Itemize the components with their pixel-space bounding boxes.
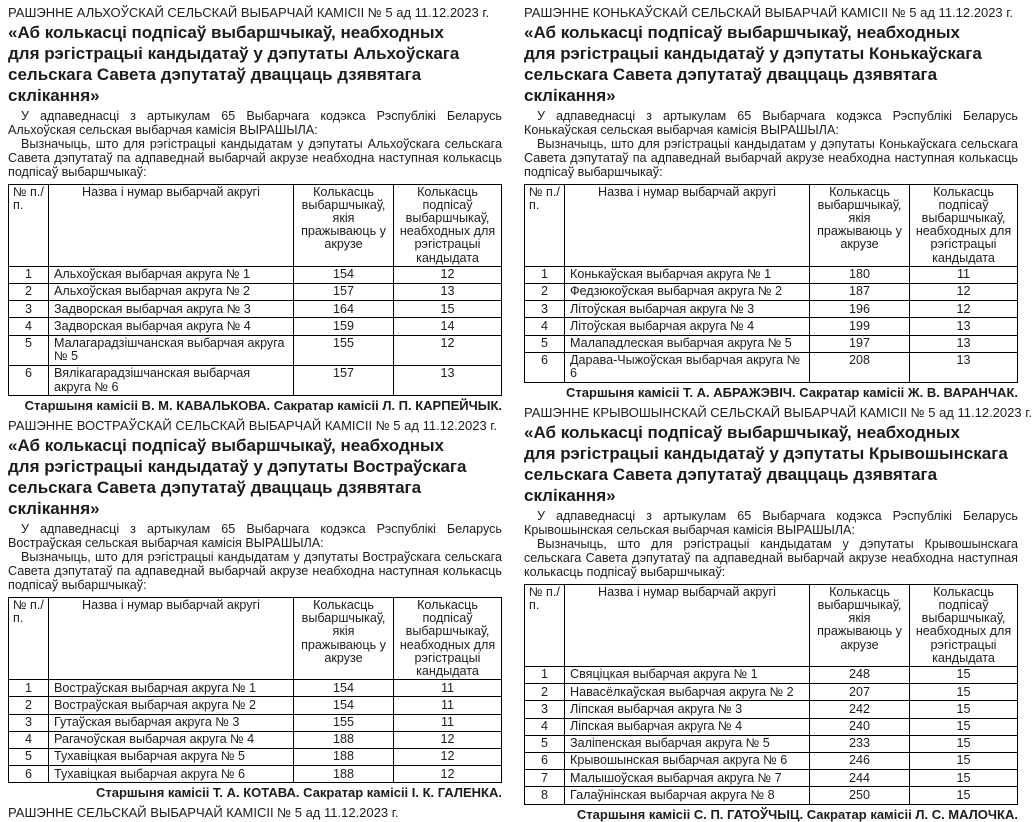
table-row	[9, 731, 502, 748]
decision-title-line: для рэгістрацыі кандыдатаў у дэпутаты Востраўскага	[8, 457, 467, 477]
table-cell: 5	[525, 335, 565, 352]
table-cell: 13	[394, 283, 502, 300]
col-header-voters: Колькасць выбаршчыкаў, якія пражываюць у акрузе	[810, 584, 910, 666]
table-row	[9, 283, 502, 300]
table-cell: Альхоўская выбарчая акруга № 2	[49, 283, 294, 300]
table-cell: 15	[910, 752, 1018, 769]
table-cell: 1	[525, 666, 565, 683]
table-cell: 12	[394, 766, 502, 783]
table-row	[525, 770, 1018, 787]
signature-line: Старшыня камісіі Т. А. КОТАВА. Сакратар камісіі І. К. ГАЛЕНКА.	[95, 785, 502, 801]
table-row	[525, 352, 1018, 382]
col-header-name: Назва і нумар выбарчай акругі	[565, 584, 810, 666]
table-cell: Заліпенская выбарчая акруга № 5	[565, 735, 810, 752]
table-cell: 15	[910, 735, 1018, 752]
table-cell: 240	[810, 718, 910, 735]
table-cell: Рагачоўская выбарчая акруга № 4	[49, 731, 294, 748]
table-cell: 197	[810, 335, 910, 352]
table-cell: 8	[525, 787, 565, 804]
table-cell: 15	[394, 301, 502, 318]
decision-section-konkauskaya	[524, 5, 1018, 400]
decision-title	[8, 435, 502, 519]
table-cell: Літоўская выбарчая акруга № 4	[565, 318, 810, 335]
table-cell: Задворская выбарчая акруга № 3	[49, 301, 294, 318]
table-cell: 13	[910, 335, 1018, 352]
table-row	[525, 735, 1018, 752]
table-cell: 12	[910, 283, 1018, 300]
table-row	[525, 752, 1018, 769]
table-cell: 4	[9, 731, 49, 748]
table-header-row	[525, 184, 1018, 266]
paragraph-resolution: Вызначыць, што для рэгістрацыі кандыдатам у дэпутаты Альхоўскага сельскага Савета дэпутатаў па адпаведнай выбарчай акрузе неабходна наступная колькасць подпісаў выбаршчыкаў:	[8, 136, 502, 179]
table-cell: 6	[9, 766, 49, 783]
col-header-name: Назва і нумар выбарчай акругі	[49, 597, 294, 679]
table-cell: 208	[810, 352, 910, 382]
col-header-number: № п./п.	[525, 584, 565, 666]
table-cell: 6	[525, 352, 565, 382]
table-cell: 1	[525, 266, 565, 283]
right-column	[512, 0, 1032, 822]
table-cell: Задворская выбарчая акруга № 4	[49, 318, 294, 335]
table-row	[9, 766, 502, 783]
decision-title-line: сельскага Савета дэпутатаў дваццаць дзявятага склікання»	[8, 65, 422, 105]
table-cell: 199	[810, 318, 910, 335]
table-header-row	[9, 597, 502, 679]
table-header-row	[9, 184, 502, 266]
paragraph-legal-basis: У адпаведнасці з артыкулам 65 Выбарчага кодэкса Рэспублікі Беларусь Конькаўская сельская выбарчая камісія ВЫРАШЫЛА:	[524, 109, 1018, 137]
table-row	[525, 787, 1018, 804]
signature-line: Старшыня камісіі С. П. ГАТОЎЧЫЦ. Сакратар камісіі Л. С. МАЛОЧКА.	[576, 806, 1018, 822]
table-cell: 1	[9, 266, 49, 283]
table-row	[9, 318, 502, 335]
table-cell: 5	[9, 335, 49, 365]
table-cell: 13	[910, 352, 1018, 382]
col-header-signatures: Колькасць подпісаў выбаршчыкаў, неабходных для рэгістрацыі кандыдата	[910, 184, 1018, 266]
decision-section-kryvoshynskaya	[524, 405, 1032, 822]
table-cell: 188	[294, 766, 394, 783]
table-row	[9, 697, 502, 714]
table-cell: 244	[810, 770, 910, 787]
table-cell: 13	[394, 365, 502, 395]
table-cell: 3	[525, 701, 565, 718]
table-cell: 12	[394, 335, 502, 365]
table-cell: 15	[910, 666, 1018, 683]
table-cell: 188	[294, 731, 394, 748]
table-cell: 14	[394, 318, 502, 335]
decision-title-line: для рэгістрацыі кандыдатаў у дэпутаты Альхоўскага	[8, 44, 460, 63]
table-cell: Ліпская выбарчая акруга № 4	[565, 718, 810, 735]
decision-title	[8, 22, 502, 106]
col-header-number: № п./п.	[9, 184, 49, 266]
table-cell: 3	[9, 714, 49, 731]
table-row	[9, 748, 502, 765]
decision-header-line: РАШЭННЕ КОНЬКАЎСКАЙ СЕЛЬСКАЙ ВЫБАРЧАЙ КАМІСІІ № 5 ад 11.12.2023 г.	[524, 5, 1014, 20]
table-cell: 12	[394, 748, 502, 765]
col-header-number: № п./п.	[525, 184, 565, 266]
decision-section-vostrauskaya	[8, 418, 502, 800]
table-cell: 155	[294, 714, 394, 731]
table-cell: 154	[294, 680, 394, 697]
decision-header-line: РАШЭННЕ КРЫВОШЫНСКАЙ СЕЛЬСКАЙ ВЫБАРЧАЙ КАМІСІІ № 5 ад 11.12.2023 г.	[524, 405, 1032, 421]
decision-title-line: для рэгістрацыі кандыдатаў у дэпутаты Крывошынскага	[524, 444, 1008, 464]
decision-title-line: для рэгістрацыі кандыдатаў у дэпутаты Конькаўскага	[524, 44, 982, 63]
table-cell: Малагарадзішчанская выбарчая акруга № 5	[49, 335, 294, 365]
col-header-signatures: Колькасць подпісаў выбаршчыкаў, неабходных для рэгістрацыі кандыдата	[394, 597, 502, 679]
decision-title-line: сельскага Савета дэпутатаў дваццаць дзявятага склікання»	[8, 478, 422, 519]
col-header-number: № п./п.	[9, 597, 49, 679]
table-row	[525, 684, 1018, 701]
col-header-voters: Колькасць выбаршчыкаў, якія пражываюць у акрузе	[294, 597, 394, 679]
col-header-signatures: Колькасць подпісаў выбаршчыкаў, неабходных для рэгістрацыі кандыдата	[910, 584, 1018, 666]
table-cell: 157	[294, 365, 394, 395]
table-cell: Ліпская выбарчая акруга № 3	[565, 701, 810, 718]
decision-title-line: «Аб колькасці подпісаў выбаршчыкаў, неабходных	[8, 436, 444, 456]
table-cell: Востраўская выбарчая акруга № 2	[49, 697, 294, 714]
table-cell: Конькаўская выбарчая акруга № 1	[565, 266, 810, 283]
table-row	[9, 301, 502, 318]
table-cell: 6	[9, 365, 49, 395]
table-cell: 4	[525, 718, 565, 735]
table-cell: 1	[9, 680, 49, 697]
left-column	[0, 0, 512, 821]
table-cell: 2	[525, 283, 565, 300]
constituency-table	[524, 184, 1018, 384]
table-cell: Вялікагарадзішчанская выбарчая акруга № 6	[49, 365, 294, 395]
decision-header-line: РАШЭННЕ АЛЬХОЎСКАЙ СЕЛЬСКАЙ ВЫБАРЧАЙ КАМІСІІ № 5 ад 11.12.2023 г.	[8, 5, 490, 20]
table-row	[525, 666, 1018, 683]
table-cell: 5	[9, 748, 49, 765]
table-cell: 207	[810, 684, 910, 701]
decision-title-line: сельскага Савета дэпутатаў дваццаць дзявятага склікання»	[524, 465, 938, 506]
table-cell: 4	[9, 318, 49, 335]
table-row	[525, 266, 1018, 283]
table-row	[9, 680, 502, 697]
table-cell: 180	[810, 266, 910, 283]
table-cell: 11	[394, 714, 502, 731]
table-cell: 3	[525, 301, 565, 318]
table-cell: Малышоўская выбарчая акруга № 7	[565, 770, 810, 787]
table-cell: 188	[294, 748, 394, 765]
table-cell: 154	[294, 697, 394, 714]
constituency-table	[8, 184, 502, 397]
constituency-table	[8, 597, 502, 783]
table-row	[525, 335, 1018, 352]
decision-title	[524, 422, 1018, 506]
table-cell: 2	[9, 283, 49, 300]
table-cell: 12	[394, 266, 502, 283]
table-cell: Галаўнінская выбарчая акруга № 8	[565, 787, 810, 804]
table-row	[525, 718, 1018, 735]
decision-title-line: «Аб колькасці подпісаў выбаршчыкаў, неабходных	[524, 423, 960, 443]
decision-section-alkhouskaya	[8, 5, 502, 413]
paragraph-resolution: Вызначыць, што для рэгістрацыі кандыдатам у дэпутаты Крывошынскага сельскага Савета дэпутатаў па адпаведнай выбарчай акрузе неабходна наступная колькасць подпісаў выбаршчыкаў:	[524, 536, 1018, 579]
col-header-voters: Колькасць выбаршчыкаў, якія пражываюць у акрузе	[810, 184, 910, 266]
table-row	[525, 301, 1018, 318]
decision-title-line: «Аб колькасці подпісаў выбаршчыкаў, неабходных	[8, 23, 444, 42]
col-header-voters: Колькасць выбаршчыкаў, якія пражываюць у акрузе	[294, 184, 394, 266]
signature-line: Старшыня камісіі Т. А. АБРАЖЭВІЧ. Сакратар камісіі Ж. В. ВАРАНЧАК.	[566, 385, 1018, 401]
table-row	[9, 335, 502, 365]
table-cell: Тухавіцкая выбарчая акруга № 5	[49, 748, 294, 765]
table-cell: 187	[810, 283, 910, 300]
table-cell: 3	[9, 301, 49, 318]
table-cell: 7	[525, 770, 565, 787]
table-cell: Востраўская выбарчая акруга № 1	[49, 680, 294, 697]
paragraph-legal-basis: У адпаведнасці з артыкулам 65 Выбарчага кодэкса Рэспублікі Беларусь Альхоўская сельская выбарчая камісія ВЫРАШЫЛА:	[8, 109, 502, 137]
table-row	[9, 714, 502, 731]
table-cell: 13	[910, 318, 1018, 335]
decision-title	[524, 22, 1018, 106]
table-row	[525, 283, 1018, 300]
table-cell: 15	[910, 770, 1018, 787]
table-cell: 159	[294, 318, 394, 335]
table-cell: 2	[9, 697, 49, 714]
table-cell: Тухавіцкая выбарчая акруга № 6	[49, 766, 294, 783]
table-cell: Малападлеская выбарчая акруга № 5	[565, 335, 810, 352]
table-cell: 11	[910, 266, 1018, 283]
table-cell: Свяціцкая выбарчая акруга № 1	[565, 666, 810, 683]
table-cell: 2	[525, 684, 565, 701]
table-row	[525, 701, 1018, 718]
table-cell: 15	[910, 787, 1018, 804]
table-cell: 154	[294, 266, 394, 283]
table-cell: 250	[810, 787, 910, 804]
table-cell: 6	[525, 752, 565, 769]
table-cell: Гутаўская выбарчая акруга № 3	[49, 714, 294, 731]
table-row	[525, 318, 1018, 335]
decision-title-line: сельскага Савета дэпутатаў дваццаць дзявятага склікання»	[524, 65, 938, 105]
table-cell: 15	[910, 684, 1018, 701]
table-cell: 233	[810, 735, 910, 752]
table-row	[9, 365, 502, 395]
table-cell: 157	[294, 283, 394, 300]
col-header-name: Назва і нумар выбарчай акругі	[565, 184, 810, 266]
table-cell: Федзюкоўская выбарчая акруга № 2	[565, 283, 810, 300]
table-cell: 242	[810, 701, 910, 718]
table-cell: 196	[810, 301, 910, 318]
table-cell: 11	[394, 680, 502, 697]
paragraph-legal-basis: У адпаведнасці з артыкулам 65 Выбарчага кодэкса Рэспублікі Беларусь Крывошынская сельская выбарчая камісія ВЫРАШЫЛА:	[524, 509, 1018, 538]
paragraph-resolution: Вызначыць, што для рэгістрацыі кандыдатам у дэпутаты Востраўскага сельскага Савета дэпутатаў па адпаведнай выбарчай акрузе неабходна наступная колькасць подпісаў выбаршчыкаў:	[8, 550, 502, 592]
table-cell: Дарава-Чыжоўская выбарчая акруга № 6	[565, 352, 810, 382]
signature-line: Старшыня камісіі В. М. КАВАЛЬКОВА. Сакратар камісіі Л. П. КАРПЕЙЧЫК.	[24, 398, 502, 414]
table-cell: 5	[525, 735, 565, 752]
table-cell: 12	[910, 301, 1018, 318]
table-cell: 15	[910, 701, 1018, 718]
table-cell: Навасёлкаўская выбарчая акруга № 2	[565, 684, 810, 701]
table-cell: 4	[525, 318, 565, 335]
table-cell: 15	[910, 718, 1018, 735]
col-header-signatures: Колькасць подпісаў выбаршчыкаў, неабходных для рэгістрацыі кандыдата	[394, 184, 502, 266]
paragraph-legal-basis: У адпаведнасці з артыкулам 65 Выбарчага кодэкса Рэспублікі Беларусь Востраўская сельская выбарчая камісія ВЫРАШЫЛА:	[8, 522, 502, 551]
table-cell: 11	[394, 697, 502, 714]
decision-title-line: «Аб колькасці подпісаў выбаршчыкаў, неабходных	[524, 23, 960, 42]
table-cell: 155	[294, 335, 394, 365]
table-header-row	[525, 584, 1018, 666]
table-cell: 246	[810, 752, 910, 769]
paragraph-resolution: Вызначыць, што для рэгістрацыі кандыдатам у дэпутаты Конькаўскага сельскага Савета дэпутатаў па адпаведнай выбарчай акрузе неабходна наступная колькасць подпісаў выбаршчыкаў:	[524, 136, 1018, 179]
table-cell: 164	[294, 301, 394, 318]
table-cell: Альхоўская выбарчая акруга № 1	[49, 266, 294, 283]
cutoff-text-line: РАШЭННЕ СЕЛЬСКАЙ ВЫБАРЧАЙ КАМІСІІ № 5 ад 11.12.2023 г.	[8, 805, 399, 821]
table-cell: 12	[394, 731, 502, 748]
col-header-name: Назва і нумар выбарчай акругі	[49, 184, 294, 266]
table-cell: Літоўская выбарчая акруга № 3	[565, 301, 810, 318]
table-cell: 248	[810, 666, 910, 683]
constituency-table	[524, 584, 1018, 805]
table-cell: Крывошынская выбарчая акруга № 6	[565, 752, 810, 769]
table-row	[9, 266, 502, 283]
decision-header-line: РАШЭННЕ ВОСТРАЎСКАЙ СЕЛЬСКАЙ ВЫБАРЧАЙ КАМІСІІ № 5 ад 11.12.2023 г.	[8, 418, 498, 434]
